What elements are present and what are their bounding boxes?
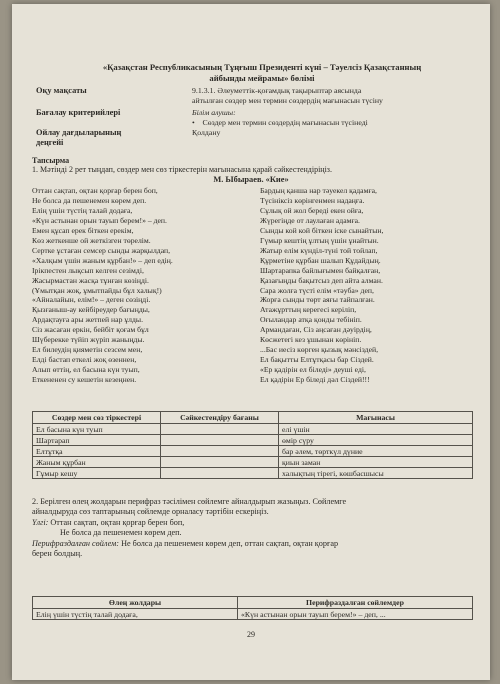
poem-line: Ел қадірін Ер біледі дәл Сіздей!!! [260, 375, 370, 385]
meaning-cell: бар әлем, төрткүл дүние [279, 446, 473, 457]
poem-line: Елің үшін түстің талай додаға, [32, 205, 133, 215]
thinking-text: Қолдану [192, 128, 221, 137]
table-header: Өлең жолдары [33, 597, 238, 609]
poem-line: Алып өттің, ел басына күн туып, [32, 365, 140, 375]
poem-line: Елді бастап еткелі жоқ өзеннен, [32, 355, 137, 365]
poem-line: Жасырмастан жасқа тұнған көзіңді. [32, 275, 149, 285]
poem-line: «Айналайын, елім!» – деген сөзіңді. [32, 295, 151, 305]
bullet-icon: • [192, 117, 203, 127]
section-title: «Қазақстан Республикасының Тұңғыш Президенті күні – Тәуелсіз Қазақстанның айбынды мейрамы» бөлімі [102, 62, 422, 83]
goal-label: Оқу мақсаты [36, 86, 87, 95]
poem-line: Сұлық ой жол береді екен ойға, [260, 205, 364, 215]
poem-line: Ардақтауға ары жетпей нар ұлды. [32, 315, 144, 325]
table-header-row [33, 597, 473, 609]
poem-line: Не болса да пешенемен көрем деп. [32, 195, 147, 205]
poem-line: Шартарапка байлығымен байқалған, [260, 265, 381, 275]
table-header: Мағынасы [279, 412, 473, 424]
table-header-row [33, 412, 473, 424]
poem-line: Гүмыр кештің ұлтың үшін ұнайтын. [260, 235, 379, 245]
poem-line: Сара жолға түсті елім «тәуба» деп, [260, 285, 374, 295]
term-cell: Ел басына күн туып [33, 424, 161, 435]
poem-line: «Ер қадірін ел біледі» деуші еді, [260, 365, 366, 375]
table-header: Перифраздалған сөйлемдер [238, 597, 473, 609]
poem-line: Түсініксіз көрінгенмен надаңға. [260, 195, 365, 205]
poem-line: Шүберекке түйіп жүріп жаныңды. [32, 335, 145, 345]
table-row [33, 609, 473, 620]
meaning-cell: өмір сүру [279, 435, 473, 446]
table-header: Сәйкестендіру бағаны [161, 412, 279, 424]
poem-line: Жорға сынды төрт аяғы тайпалған. [260, 295, 375, 305]
table-row [33, 435, 473, 446]
term-cell: Гұмыр кешу [33, 468, 161, 479]
table-row [33, 468, 473, 479]
meaning-cell: халықтың тірегі, көшбасшысы [279, 468, 473, 479]
poem-line: Ел билеудің қияметін сезсем мен, [32, 345, 143, 355]
periphrase-cell[interactable]: «Күн астынан орын тауып берем!» – деп, ... [238, 609, 473, 620]
thinking-label: Ойлау дағдыларының деңгейі [36, 128, 122, 147]
poem-line: Оттан сақтап, оқтан қорғар берен боп, [32, 186, 158, 195]
poem-line: Қазағыңды бақытсыз деп айта алман. [260, 275, 383, 285]
poem-left-column [32, 186, 173, 385]
poem-line: «Халқым үшін жаным құрбан!» – деп едің. [32, 255, 173, 265]
term-cell: Елтұтқа [33, 446, 161, 457]
poem-line: Оғыландар атқа қонды тебініп. [260, 315, 362, 325]
poem-line: ...Бас иесіз көрген қызық мәнсіздей, [260, 345, 379, 355]
poem-line: Сертке ұстаған семсер сынды жарқылдап, [32, 245, 171, 255]
matching-table [32, 411, 473, 479]
match-answer-cell[interactable] [161, 446, 279, 457]
periphrase-label: Перифраздалған сөйлем: [32, 538, 120, 548]
match-answer-cell[interactable] [161, 468, 279, 479]
poem-line-cell: Елің үшін түстің талай додаға, [33, 609, 238, 620]
poem-line: Көсжетегі кез ұшынан көрініп. [260, 335, 362, 345]
table-header: Сөздер мен сөз тіркестері [33, 412, 161, 424]
poem-right-column [260, 186, 383, 385]
poem-line: «Күн астынан орын тауып берем!» – деп. [32, 215, 167, 225]
poem-line: Жатыр елім күнділ-түні той тойлап, [260, 245, 378, 255]
poem-line: (Ұмытқан жоқ, ұмытпайды бұл халық!) [32, 285, 162, 295]
match-answer-cell[interactable] [161, 457, 279, 468]
task2-block: 2. Берілген өлең жолдарын перифраз тәсілімен сөйлемге айналдырып жазыңыз. Сөйлемге айналдыруда сөз таптарының сөйлемде орналасу тәртібін ескеріңіз. Үлгі: Оттан сақтап, оқтан қорғар берен боп, Не болса да пешенемен көрем деп. Перифраздалған сөйлем: Не болса да пешенемен көрем деп, оттан сақтап, оқтан қорғар берен болдың. [32, 497, 347, 559]
table-row [33, 446, 473, 457]
meaning-cell: қиын заман [279, 457, 473, 468]
meaning-cell: елі үшін [279, 424, 473, 435]
goal-text: 9.1.3.1. Әлеуметтік-қоғамдық тақырыптар аясында айтылған сөздер мен термин сөздердің мағынасын түсіну [192, 86, 383, 105]
page-number: 29 [247, 630, 255, 639]
task-instruction: 1. Мәтінді 2 рет тыңдап, сөздер мен сөз тіркестерін мағынасына қарай сәйкестендіріңіз. [32, 165, 332, 174]
poem-line: Атажұрттың керегесі керіліп, [260, 305, 357, 315]
term-cell: Шартарап [33, 435, 161, 446]
poem-line: Сынды кой кой біткен іске сынайтын, [260, 225, 384, 235]
poem-line: Жүрегіңде от лаулаған адамға. [260, 215, 360, 225]
poem-line: Құрметіне құрбан шалып Құдайдың. [260, 255, 381, 265]
term-cell: Жаным құрбан [33, 457, 161, 468]
table-row [33, 424, 473, 435]
task-label: Тапсырма [32, 156, 70, 165]
match-answer-cell[interactable] [161, 435, 279, 446]
match-answer-cell[interactable] [161, 424, 279, 435]
criteria-text: Білім алушы: • Сөздер мен термин сөздердің мағынасын түсінеді [192, 108, 368, 127]
poem-line: Емен құсап ерек біткен ерекім, [32, 225, 134, 235]
example-label: Үлгі: [32, 517, 49, 527]
table-row [33, 457, 473, 468]
poem-line: Еткененен су кешетін кезеңнен. [32, 375, 137, 385]
poem-line: Ірікпестен лықсып келген сезімді, [32, 265, 144, 275]
poem-line: Сіз жасаған еркін, бейбіт қоғам бұл [32, 325, 149, 335]
poem-line: Ел бақытты Елтұтқасы бар Сіздей. [260, 355, 374, 365]
poem-title: М. Ыбыраев. «Кие» [213, 175, 289, 184]
periphrase-table [32, 596, 473, 620]
criteria-label: Бағалау критерийлері [36, 108, 121, 117]
poem-line: Қызғаныш-ау кейбіреудер бағыңды, [32, 305, 150, 315]
poem-line: Бардың қанша нар тәуекел қадамға, [260, 186, 377, 195]
poem-line: Армандаған, Сіз аңсаған дәуірдің, [260, 325, 372, 335]
poem-line: Көз жеткенше ой жеткізген төрелім. [32, 235, 151, 245]
workbook-page [12, 4, 490, 680]
